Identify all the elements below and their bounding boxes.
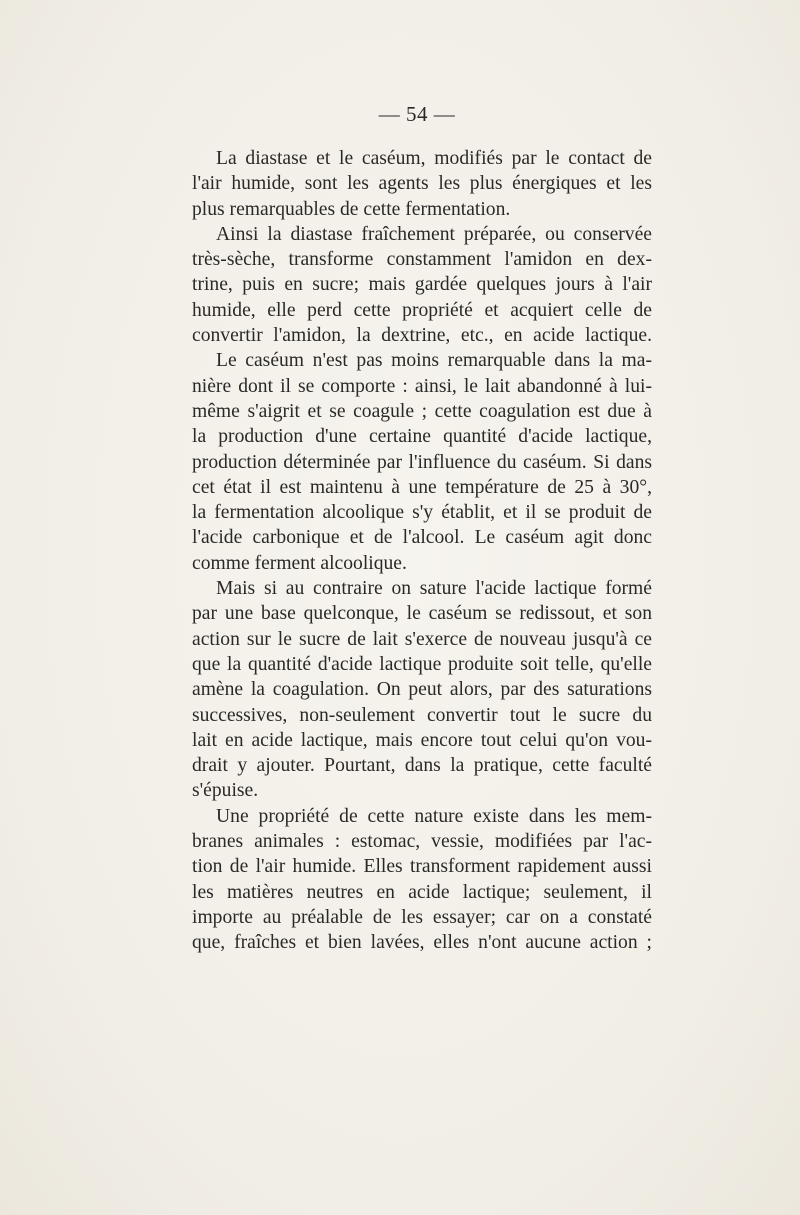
text-line: successives, non-seulement convertir tout le sucre du <box>192 704 652 726</box>
text-line: plus remarquables de cette fermentation. <box>192 198 511 220</box>
text-line: nière dont il se comporte : ainsi, le lait abandonné à lui- <box>192 375 652 397</box>
paragraph-1 <box>192 146 652 222</box>
text-line: action sur le sucre de lait s'exerce de nouveau jusqu'à ce <box>192 628 652 650</box>
text-line: s'épuise. <box>192 780 259 802</box>
text-line: Mais si au contraire on sature l'acide lactique formé <box>216 578 652 600</box>
text-line: comme ferment alcoolique. <box>192 552 407 574</box>
text-line: drait y ajouter. Pourtant, dans la pratique, cette faculté <box>192 755 652 777</box>
text-line: Le caséum n'est pas moins remarquable dans la ma- <box>216 350 652 372</box>
paragraph-2 <box>192 222 652 348</box>
text-line: les matières neutres en acide lactique; seulement, il <box>192 881 652 903</box>
text-line: Une propriété de cette nature existe dans les mem- <box>216 805 652 827</box>
text-line: La diastase et le caséum, modifiés par le contact de <box>216 148 652 169</box>
text-line: très-sèche, transforme constamment l'amidon en dex- <box>192 249 652 271</box>
text-line: que, fraîches et bien lavées, elles n'ont aucune action ; <box>192 932 652 954</box>
text-line: trine, puis en sucre; mais gardée quelques jours à l'air <box>192 274 652 296</box>
body-text <box>192 146 652 956</box>
text-line: l'acide carbonique et de l'alcool. Le caséum agit donc <box>192 527 652 549</box>
text-line: que la quantité d'acide lactique produite soit telle, qu'elle <box>192 653 652 675</box>
text-line: lait en acide lactique, mais encore tout celui qu'on vou- <box>192 729 652 751</box>
text-line: par une base quelconque, le caséum se redissout, et son <box>192 603 652 625</box>
text-line: production déterminée par l'influence du caséum. Si dans <box>192 451 652 473</box>
paragraph-3 <box>192 348 652 576</box>
text-line: convertir l'amidon, la dextrine, etc., en acide lactique. <box>192 325 652 347</box>
text-line: la production d'une certaine quantité d'acide lactique, <box>192 426 652 448</box>
text-line: importe au préalable de les essayer; car on a constaté <box>192 906 652 928</box>
text-line: humide, elle perd cette propriété et acquiert celle de <box>192 299 652 321</box>
page-number: — 54 — <box>378 102 456 126</box>
text-line: cet état il est maintenu à une température de 25 à 30°, <box>192 476 652 498</box>
text-line: la fermentation alcoolique s'y établit, et il se produit de <box>192 502 652 524</box>
text-line: même s'aigrit et se coagule ; cette coagulation est due à <box>192 400 652 422</box>
text-line: l'air humide, sont les agents les plus énergiques et les <box>192 173 652 195</box>
paragraph-4 <box>192 576 652 804</box>
paragraph-5 <box>192 804 652 956</box>
text-line: Ainsi la diastase fraîchement préparée, ou conservée <box>216 223 652 245</box>
text-line: branes animales : estomac, vessie, modifiées par l'ac- <box>192 831 652 853</box>
text-line: tion de l'air humide. Elles transforment rapidement aussi <box>192 856 652 878</box>
text-line: amène la coagulation. On peut alors, par des saturations <box>192 679 652 701</box>
